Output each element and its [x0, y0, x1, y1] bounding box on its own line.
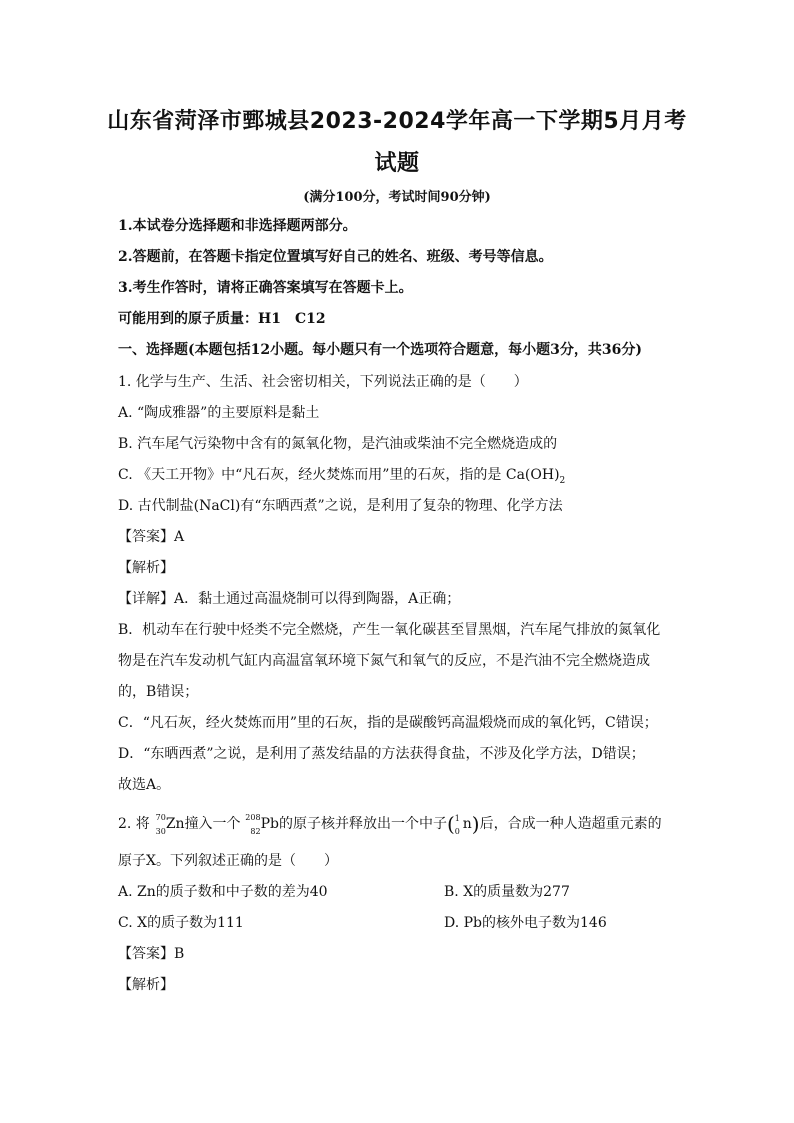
question-1-detail-1: 【详解】A．黏土通过高温烧制可以得到陶器，A正确； [118, 591, 461, 607]
element-symbol: n [462, 816, 472, 832]
question-1-detail-4: 的，B错误； [118, 684, 199, 700]
neutron-nuclide [454, 814, 463, 836]
question-1-analysis-label: 【解析】 [118, 560, 174, 576]
mass-number: 70 [155, 813, 166, 822]
question-1-stem: 1. 化学与生产、生活、社会密切相关，下列说法正确的是（ ） [118, 374, 528, 390]
question-1-option-a: A. “陶成雅器”的主要原料是黏土 [118, 405, 320, 421]
question-1-detail-5: C．“凡石灰，经火焚炼而用”里的石灰，指的是碳酸钙高温煅烧而成的氧化钙，C错误； [118, 715, 658, 731]
stem-text: 2. 将 [118, 816, 150, 832]
question-1-detail-2: B．机动车在行驶中烃类不完全燃烧，产生一氧化碳甚至冒黑烟，汽车尾气排放的氮氧化 [118, 622, 661, 638]
note-1: 1.本试卷分选择题和非选择题两部分。 [118, 218, 357, 234]
atomic-number: 82 [250, 827, 261, 836]
document-title-line1: 山东省菏泽市鄄城县2023-2024学年高一下学期5月月考 [107, 109, 687, 134]
question-2-option-b: B. X的质量数为277 [444, 884, 570, 900]
option-c-text: C. 《天工开物》中“凡石灰，经火焚炼而用”里的石灰，指的是 Ca(OH) [118, 467, 560, 483]
element-symbol: Pb [260, 816, 279, 832]
mass-number: 1 [454, 814, 460, 823]
mass-number: 208 [245, 813, 261, 822]
zn-nuclide [150, 813, 166, 836]
question-1-option-b: B. 汽车尾气污染物中含有的氮氧化物，是汽油或柴油不完全燃烧造成的 [118, 436, 558, 452]
question-2-analysis-label: 【解析】 [118, 977, 174, 993]
document-title-line2: 试题 [374, 151, 420, 176]
note-2: 2.答题前，在答题卡指定位置填写好自己的姓名、班级、考号等信息。 [118, 249, 553, 265]
question-2-stem-line1 [118, 812, 662, 836]
stem-text: 后，合成一种人造超重元素的 [479, 816, 662, 832]
question-1-answer: 【答案】A [118, 529, 185, 545]
question-1-detail-7: 故选A。 [118, 777, 171, 793]
stem-text: 撞入一个 [184, 816, 241, 832]
note-3: 3.考生作答时，请将正确答案填写在答题卡上。 [118, 280, 413, 296]
exam-info: (满分100分，考试时间90分钟) [303, 190, 491, 205]
left-paren: ( [446, 812, 455, 836]
stem-text: 的原子核并释放出一个中子 [278, 816, 447, 832]
element-symbol: Zn [165, 816, 185, 832]
atomic-masses: 可能用到的原子质量：H1 C12 [118, 311, 326, 327]
question-1-option-d: D. 古代制盐(NaCl)有“东晒西煮”之说，是利用了复杂的物理、化学方法 [118, 498, 563, 514]
atomic-number: 0 [454, 827, 460, 836]
question-2-option-a: A. Zn的质子数和中子数的差为40 [118, 884, 328, 900]
pb-nuclide [241, 813, 261, 836]
question-2-option-d: D. Pb的核外电子数为146 [444, 915, 607, 931]
question-1-detail-6: D．“东晒西煮”之说，是利用了蒸发结晶的方法获得食盐，不涉及化学方法，D错误； [118, 746, 645, 762]
question-1-option-c [118, 466, 565, 490]
right-paren: ) [471, 812, 480, 836]
question-2-stem-line2: 原子X。下列叙述正确的是（ ） [118, 853, 338, 869]
question-1-detail-3: 物是在汽车发动机气缸内高温富氧环境下氮气和氧气的反应，不是汽油不完全燃烧造成 [118, 653, 650, 669]
question-2-option-c: C. X的质子数为111 [118, 915, 244, 931]
option-c-subscript: 2 [559, 475, 566, 486]
atomic-number: 30 [155, 827, 166, 836]
question-2-answer: 【答案】B [118, 946, 185, 962]
section-heading: 一、选择题(本题包括12小题。每小题只有一个选项符合题意，每小题3分，共36分) [118, 342, 642, 358]
